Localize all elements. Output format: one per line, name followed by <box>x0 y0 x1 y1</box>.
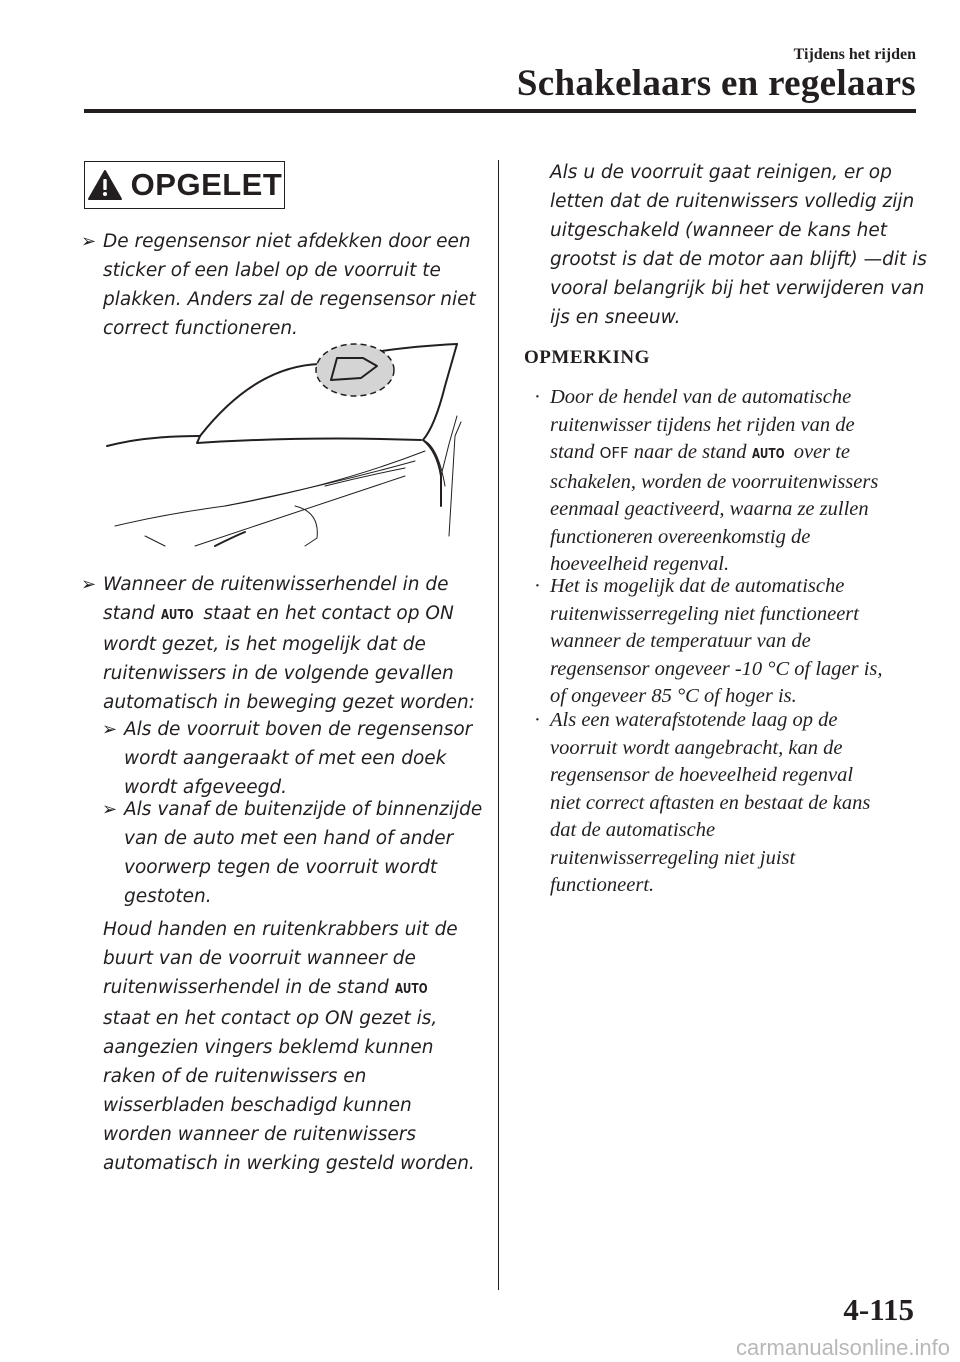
warning-triangle-icon <box>87 169 123 201</box>
paragraph-cleaning-windshield: Als u de voorruit gaat reinigen, er op letten dat de ruitenwissers volledig zijn uitgeschakeld (wanneer de kans het grootst is dat de motor aan blijft) —dit is vooral belangrijk bij het verwijderen van ijs en sneeuw. <box>550 162 927 328</box>
note-heading: OPMERKING <box>524 347 650 368</box>
caution-box <box>84 161 285 209</box>
arrow-marker: ➢ <box>81 231 97 252</box>
arrow-marker: ➢ <box>102 799 118 820</box>
bullet-sensor-cover: ➢ De regensensor niet afdekken door een sticker of een label op de voorruit te plakken. Anders zal de regensensor niet correct functioneren. <box>103 227 493 343</box>
arrow-marker: ➢ <box>81 574 97 595</box>
arrow-marker: ➢ <box>102 719 118 740</box>
paragraph-keep-hands-away: Houd handen en ruitenkrabbers uit de buurt van de voorruit wanneer de ruitenwisserhendel in de stand AUTO staat en het contact op ON gezet is, aangezien vingers beklemd kunnen raken of de ruitenwissers en wisserbladen beschadigd kunnen worden wanneer de ruitenwissers automatisch in werking gesteld worden. <box>103 919 475 1174</box>
page-number: 4-115 <box>843 1292 914 1327</box>
header-title: Schakelaars en regelaars <box>516 63 916 104</box>
off-position-label: OFF <box>599 444 629 462</box>
bullet-auto-activation: ➢ Wanneer de ruitenwisserhendel in de stand AUTO staat en het contact op ON wordt gezet, is het mogelijk dat de ruitenwissers in de volgende gevallen automatisch in beweging gezet worden: <box>103 570 493 717</box>
dot-marker: · <box>534 386 541 408</box>
auto-position-label: AUTO <box>160 608 194 623</box>
footer-watermark: carmanualsonline.info <box>735 1335 950 1360</box>
windshield-rain-sensor-illustration <box>105 336 465 551</box>
column-divider <box>498 160 499 1290</box>
note-item-temperature: · Het is mogelijk dat de automatische ruitenwisserregeling niet functioneert wanneer de temperatuur van de regensensor ongeveer -10 °C of lager is, of ongeveer 85 °C of hoger is. <box>534 575 883 707</box>
header-section: Tijdens het rijden <box>793 46 916 63</box>
caution-label: OPGELET <box>130 167 283 202</box>
sub-bullet-impact: ➢ Als vanaf de buitenzijde of binnenzijde van de auto met een hand of ander voorwerp tegen de voorruit wordt gestoten. <box>124 795 494 911</box>
note-item-water-repellent: · Als een waterafstotende laag op de voorruit wordt aangebracht, kan de regensensor de hoeveelheid regenval niet correct aftasten en bestaat de kans dat de automatische ruitenwisserregeling niet juist functioneert. <box>534 709 871 896</box>
header-rule <box>84 109 916 113</box>
sub-bullet-touch: ➢ Als de voorruit boven de regensensor wordt aangeraakt of met een doek wordt afgeveegd. <box>124 715 494 802</box>
auto-position-label: AUTO <box>394 982 428 997</box>
auto-position-label: AUTO <box>751 447 785 462</box>
note-item-lever-switch: · Door de hendel van de automatische ruitenwisser tijdens het rijden van de stand OFF naar de stand AUTO over te schakelen, worden de voorruitenwissers eenmaal geactiveerd, waarna ze zullen functioneren overeenkomstig de hoeveelheid regenval. <box>534 386 879 575</box>
dot-marker: · <box>534 575 541 597</box>
dot-marker: · <box>534 709 541 731</box>
